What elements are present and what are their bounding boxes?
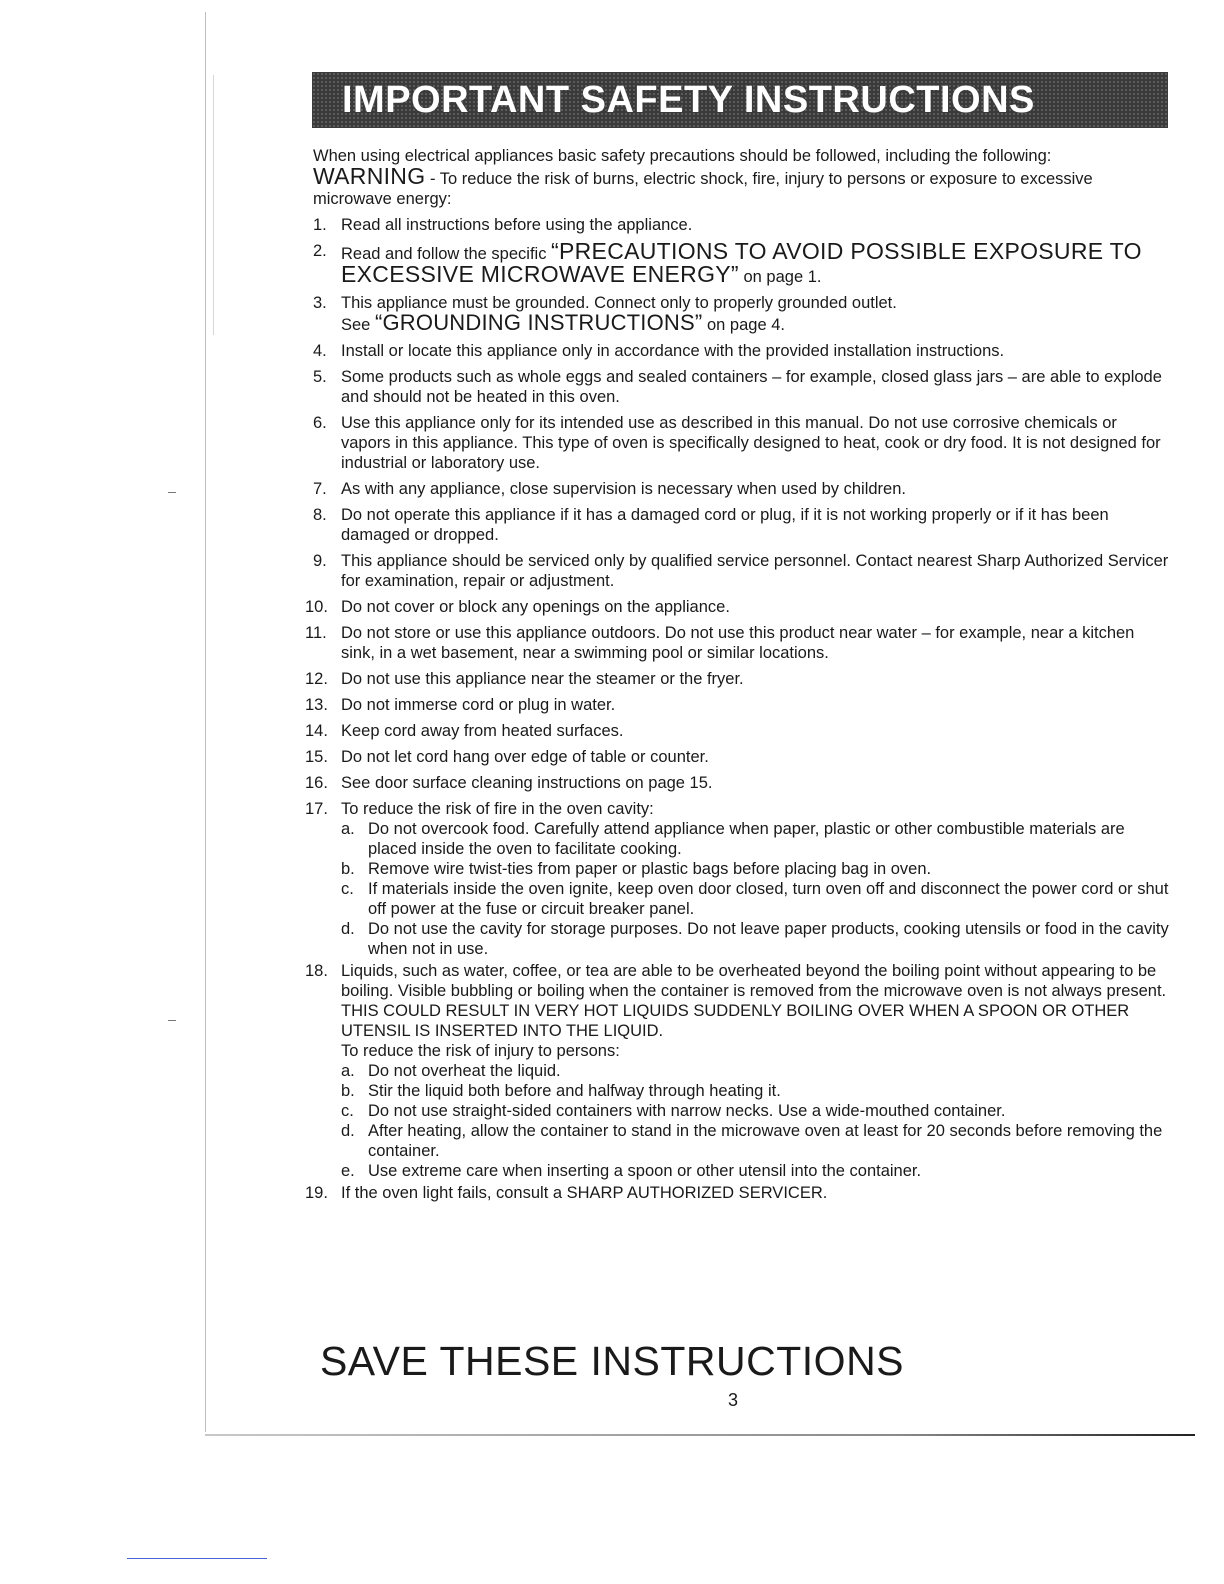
sub-letter: a. bbox=[341, 1062, 355, 1080]
item-text: Do not let cord hang over edge of table or counter. bbox=[341, 748, 709, 766]
item-number: 7. bbox=[313, 480, 327, 498]
item-text: See bbox=[341, 316, 375, 334]
instruction-list bbox=[305, 215, 1169, 1203]
item-number: 19. bbox=[305, 1184, 328, 1202]
item-number: 16. bbox=[305, 774, 328, 792]
sub-letter: b. bbox=[341, 1082, 355, 1100]
item-text: This appliance should be serviced only by qualified service personnel. Contact nearest Sharp Authorized Servicer for examination, repair or adjustment. bbox=[341, 552, 1169, 590]
list-item bbox=[313, 505, 1169, 545]
item-text: See door surface cleaning instructions on page 15. bbox=[341, 774, 713, 792]
item-number: 14. bbox=[305, 722, 328, 740]
item-text: This appliance must be grounded. Connect only to properly grounded outlet. bbox=[341, 294, 897, 312]
item-text: Read and follow the specific bbox=[341, 245, 552, 263]
list-item bbox=[305, 799, 1169, 959]
list-item bbox=[305, 747, 1169, 767]
sub-letter: c. bbox=[341, 880, 354, 898]
list-item bbox=[305, 773, 1169, 793]
item-number: 9. bbox=[313, 552, 327, 570]
list-item bbox=[313, 238, 1169, 287]
left-margin-line-secondary bbox=[213, 75, 214, 335]
list-item bbox=[313, 551, 1169, 591]
item-text: Install or locate this appliance only in accordance with the provided installation instructions. bbox=[341, 342, 1005, 360]
list-item bbox=[313, 367, 1169, 407]
footer-link-underline bbox=[127, 1558, 267, 1559]
title-banner bbox=[312, 72, 1168, 128]
item-number: 18. bbox=[305, 962, 328, 980]
item-text: To reduce the risk of injury to persons: bbox=[341, 1042, 620, 1060]
document-body bbox=[305, 146, 1169, 1209]
sub-letter: c. bbox=[341, 1102, 354, 1120]
item-text: If the oven light fails, consult a SHARP AUTHORIZED SERVICER. bbox=[341, 1184, 828, 1202]
sub-text: Remove wire twist-ties from paper or plastic bags before placing bag in oven. bbox=[368, 860, 932, 878]
list-item bbox=[305, 721, 1169, 741]
sub-item bbox=[341, 819, 1169, 859]
item-text: Do not immerse cord or plug in water. bbox=[341, 696, 616, 714]
margin-tick bbox=[168, 492, 176, 493]
sub-list bbox=[341, 1061, 1169, 1181]
item-emphasis: “PRECAUTIONS TO AVOID POSSIBLE EXPOSURE TO EXCESSIVE MICROWAVE ENERGY” bbox=[341, 238, 1142, 287]
sub-letter: e. bbox=[341, 1162, 355, 1180]
item-number: 10. bbox=[305, 598, 328, 616]
list-item bbox=[305, 1183, 1169, 1203]
sub-letter: d. bbox=[341, 920, 355, 938]
warning-word: WARNING bbox=[313, 163, 426, 189]
list-item bbox=[313, 215, 1169, 235]
warning-text: - To reduce the risk of burns, electric shock, fire, injury to persons or exposure to excessive microwave energy: bbox=[313, 170, 1093, 208]
item-text: Do not use this appliance near the steamer or the fryer. bbox=[341, 670, 744, 688]
list-item bbox=[305, 669, 1169, 689]
sub-item bbox=[341, 1061, 1169, 1081]
item-text: Liquids, such as water, coffee, or tea are able to be overheated beyond the boiling point without appearing to be boiling. Visible bubbling or boiling when the container is removed from the microwave oven is not always present. THIS COULD RESULT IN VERY HOT LIQUIDS SUDDENLY BOILING OVER WHEN A SPOON OR OTHER UTENSIL IS INSERTED INTO THE LIQUID. bbox=[341, 962, 1167, 1040]
page-number: 3 bbox=[727, 1390, 738, 1410]
sub-text: After heating, allow the container to stand in the microwave oven at least for 20 seconds before removing the container. bbox=[368, 1122, 1163, 1160]
sub-letter: d. bbox=[341, 1122, 355, 1140]
margin-tick bbox=[168, 1020, 176, 1021]
sub-text: Use extreme care when inserting a spoon or other utensil into the container. bbox=[368, 1162, 922, 1180]
list-item bbox=[313, 293, 1169, 335]
bottom-rule bbox=[205, 1434, 1195, 1436]
item-number: 8. bbox=[313, 506, 327, 524]
sub-item bbox=[341, 1081, 1169, 1101]
list-item bbox=[313, 341, 1169, 361]
list-item bbox=[305, 597, 1169, 617]
item-number: 4. bbox=[313, 342, 327, 360]
intro-paragraph bbox=[313, 146, 1169, 209]
sub-letter: b. bbox=[341, 860, 355, 878]
sub-text: Do not overcook food. Carefully attend appliance when paper, plastic or other combustible materials are placed inside the oven to facilitate cooking. bbox=[368, 820, 1125, 858]
item-number: 3. bbox=[313, 294, 327, 312]
sub-text: Stir the liquid both before and halfway through heating it. bbox=[368, 1082, 781, 1100]
sub-text: Do not overheat the liquid. bbox=[368, 1062, 561, 1080]
item-text: Do not cover or block any openings on the appliance. bbox=[341, 598, 730, 616]
item-number: 1. bbox=[313, 216, 327, 234]
list-item bbox=[313, 479, 1169, 499]
sub-letter: a. bbox=[341, 820, 355, 838]
item-emphasis: “GROUNDING INSTRUCTIONS” bbox=[374, 310, 703, 335]
item-text: Do not operate this appliance if it has a damaged cord or plug, if it is not working properly or if it has been damaged or dropped. bbox=[341, 506, 1109, 544]
sub-item bbox=[341, 1121, 1169, 1161]
item-number: 12. bbox=[305, 670, 328, 688]
item-text: To reduce the risk of fire in the oven cavity: bbox=[341, 800, 654, 818]
item-text: As with any appliance, close supervision is necessary when used by children. bbox=[341, 480, 906, 498]
left-margin-line bbox=[205, 12, 206, 1432]
list-item bbox=[305, 695, 1169, 715]
item-number: 15. bbox=[305, 748, 328, 766]
list-item bbox=[305, 961, 1169, 1181]
sub-item bbox=[341, 1101, 1169, 1121]
item-text: on page 1. bbox=[738, 268, 822, 286]
sub-item bbox=[341, 1161, 1169, 1181]
item-text: Do not store or use this appliance outdoors. Do not use this product near water – for example, near a kitchen sink, in a wet basement, near a swimming pool or similar locations. bbox=[341, 624, 1135, 662]
item-number: 2. bbox=[313, 242, 327, 260]
item-text: Keep cord away from heated surfaces. bbox=[341, 722, 624, 740]
item-number: 6. bbox=[313, 414, 327, 432]
sub-item bbox=[341, 919, 1169, 959]
sub-item bbox=[341, 879, 1169, 919]
item-number: 11. bbox=[305, 624, 327, 642]
item-number: 13. bbox=[305, 696, 328, 714]
list-item bbox=[313, 413, 1169, 473]
sub-list bbox=[341, 819, 1169, 959]
sub-text: Do not use the cavity for storage purposes. Do not leave paper products, cooking utensils or food in the cavity when not in use. bbox=[368, 920, 1169, 958]
intro-line: When using electrical appliances basic safety precautions should be followed, including the following: bbox=[313, 147, 1052, 165]
sub-item bbox=[341, 859, 1169, 879]
item-text: on page 4. bbox=[702, 316, 785, 334]
item-text: Some products such as whole eggs and sealed containers – for example, closed glass jars – are able to explode and should not be heated in this oven. bbox=[341, 368, 1162, 406]
item-text: Use this appliance only for its intended use as described in this manual. Do not use corrosive chemicals or vapors in this appliance. This type of oven is specifically designed to heat, cook or dry food. It is not designed for industrial or laboratory use. bbox=[341, 414, 1161, 472]
item-number: 17. bbox=[305, 800, 328, 818]
item-text: Read all instructions before using the appliance. bbox=[341, 216, 693, 234]
page-title: IMPORTANT SAFETY INSTRUCTIONS bbox=[342, 78, 1035, 121]
sub-text: If materials inside the oven ignite, keep oven door closed, turn oven off and disconnect the power cord or shut off power at the fuse or circuit breaker panel. bbox=[368, 880, 1169, 918]
sub-text: Do not use straight-sided containers with narrow necks. Use a wide-mouthed container. bbox=[368, 1102, 1006, 1120]
save-instructions-heading: SAVE THESE INSTRUCTIONS bbox=[319, 1338, 905, 1384]
list-item bbox=[305, 623, 1169, 663]
item-number: 5. bbox=[313, 368, 327, 386]
